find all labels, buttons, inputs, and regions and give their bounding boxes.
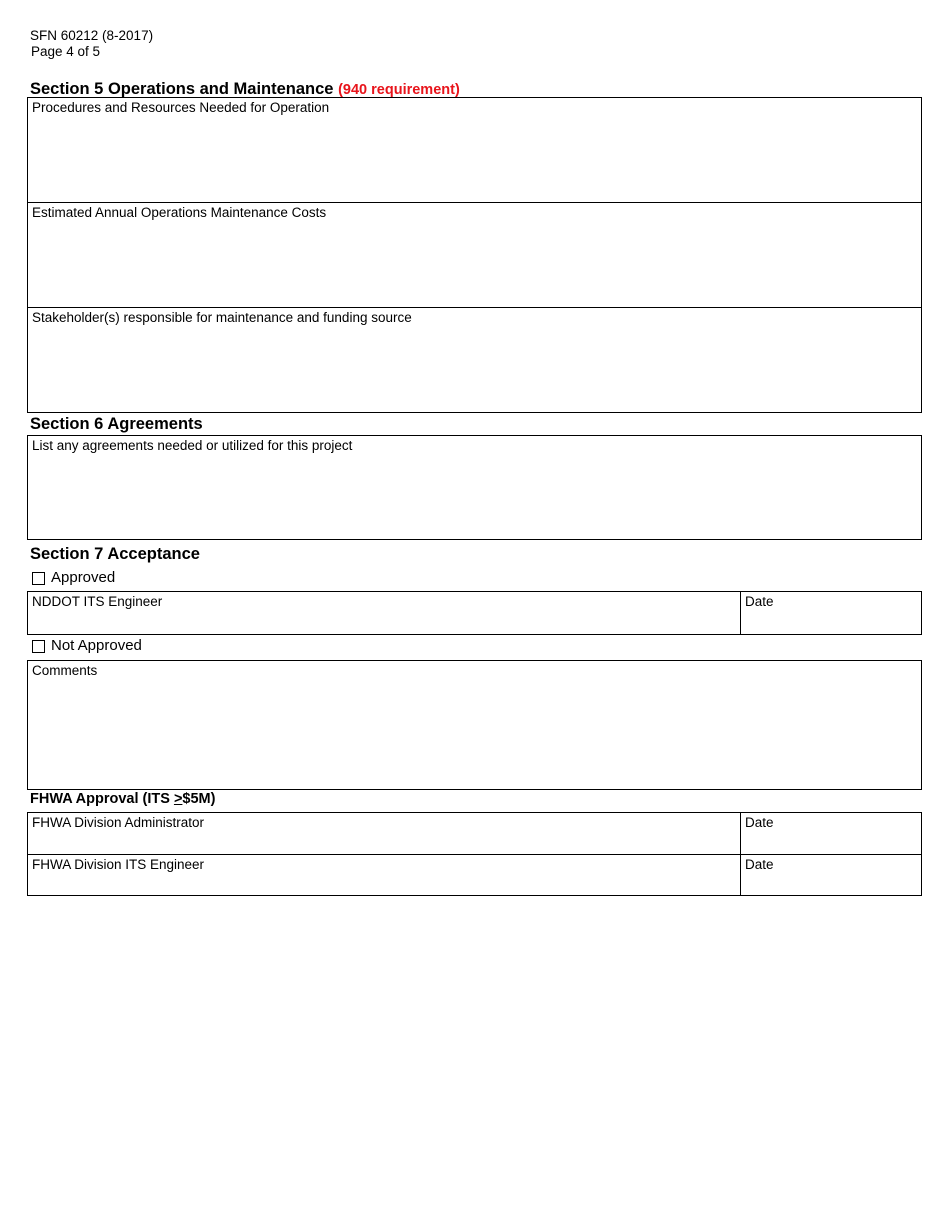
comments-label: Comments	[32, 663, 98, 678]
fhwa-signature-table	[27, 812, 922, 896]
fhwa-title-ge: >	[173, 791, 183, 807]
requirement-note: (940 requirement)	[338, 82, 460, 98]
fhwa-administrator-label: FHWA Division Administrator	[32, 815, 205, 830]
approved-label: Approved	[51, 569, 116, 586]
fhwa-title-suffix: $5M)	[182, 791, 216, 807]
form-id: SFN 60212 (8-2017)	[30, 28, 154, 43]
agreements-field[interactable]	[27, 435, 922, 540]
section-5-heading: Section 5 Operations and Maintenance	[30, 80, 334, 98]
fhwa-its-engineer-date-field[interactable]	[741, 855, 921, 895]
fhwa-approval-title	[30, 790, 215, 808]
fhwa-its-engineer-date-label: Date	[745, 857, 774, 872]
agreements-label: List any agreements needed or utilized for this project	[32, 438, 353, 453]
page-number: Page 4 of 5	[31, 44, 101, 59]
not-approved-label: Not Approved	[51, 637, 142, 654]
section-7-title: Section 7 Acceptance	[30, 545, 200, 563]
fhwa-administrator-date-label: Date	[745, 815, 774, 830]
section-5-box	[27, 97, 922, 413]
approved-option[interactable]	[32, 569, 115, 587]
fhwa-title-prefix: FHWA Approval (ITS	[30, 791, 174, 807]
fhwa-its-engineer-label: FHWA Division ITS Engineer	[32, 857, 205, 872]
costs-label: Estimated Annual Operations Maintenance Costs	[32, 205, 327, 220]
nddot-date-field[interactable]	[741, 592, 921, 634]
approved-checkbox[interactable]	[32, 572, 45, 585]
not-approved-checkbox[interactable]	[32, 640, 45, 653]
section-6-title: Section 6 Agreements	[30, 415, 203, 433]
costs-field[interactable]	[28, 203, 921, 308]
fhwa-its-engineer-field[interactable]	[28, 855, 739, 895]
nddot-engineer-field[interactable]	[28, 592, 739, 634]
not-approved-option[interactable]	[32, 637, 142, 655]
comments-field[interactable]	[27, 660, 922, 790]
procedures-field[interactable]	[28, 98, 921, 203]
procedures-label: Procedures and Resources Needed for Operation	[32, 100, 330, 115]
fhwa-administrator-field[interactable]	[28, 813, 739, 854]
nddot-signature-row	[27, 591, 922, 635]
fhwa-administrator-date-field[interactable]	[741, 813, 921, 854]
nddot-date-label: Date	[745, 594, 774, 609]
stakeholders-label: Stakeholder(s) responsible for maintenance and funding source	[32, 310, 412, 325]
stakeholders-field[interactable]	[28, 308, 921, 412]
divider	[740, 813, 741, 895]
nddot-engineer-label: NDDOT ITS Engineer	[32, 594, 163, 609]
